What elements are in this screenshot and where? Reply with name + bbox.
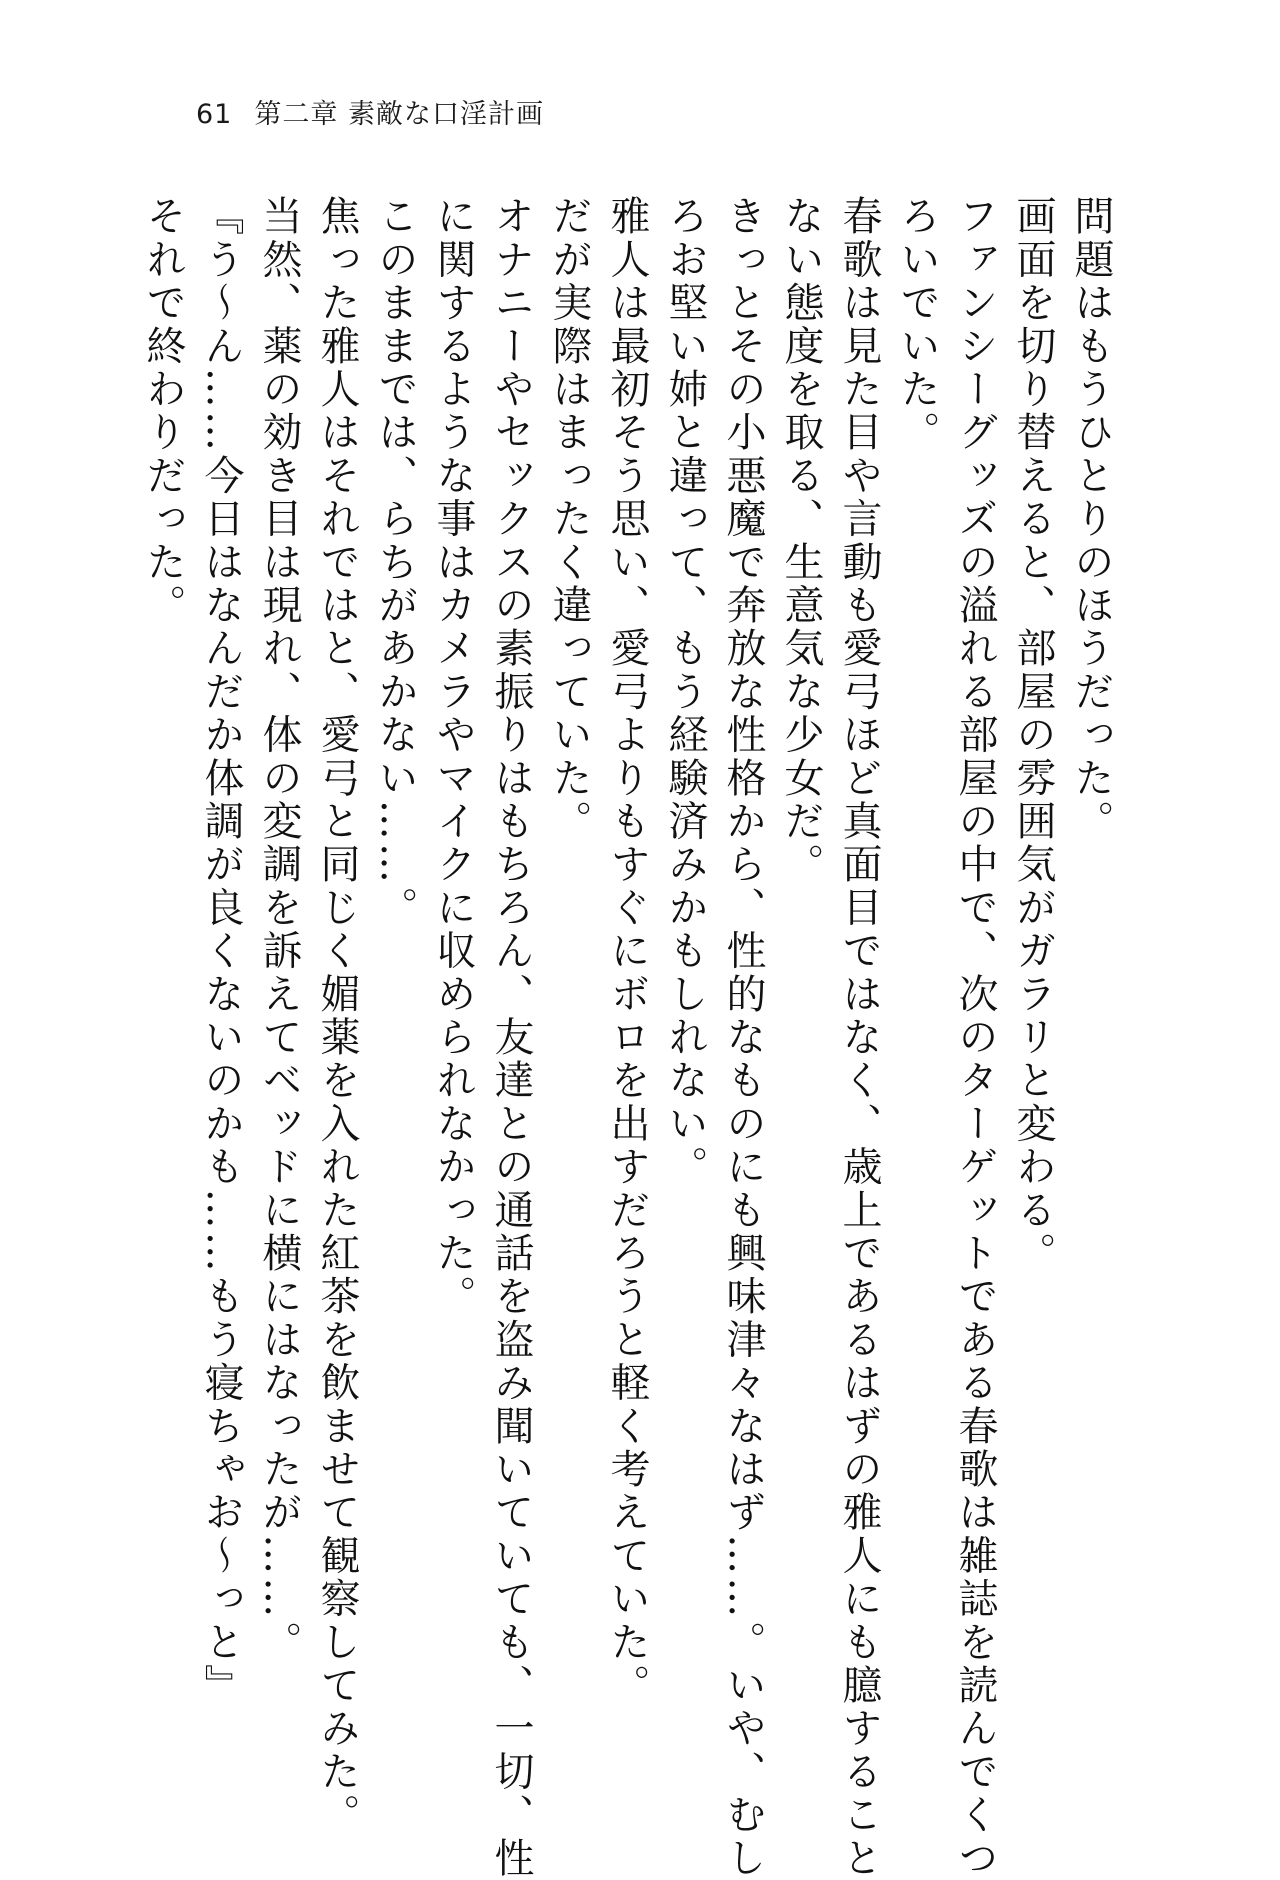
text-line: 当然、薬の効き目は現れ、体の変調を訴えてベッドに横にはなったが……。 <box>256 195 302 1664</box>
text-line: 画面を切り替えると、部屋の雰囲気がガラリと変わる。 <box>1010 195 1056 1275</box>
text-line: ろお堅い姉と違って、もう経験済みかもしれない。 <box>662 195 708 1189</box>
text-line: オナニーやセックスの素振りはもちろん、友達との通話を盗み聞いていても、一切、性 <box>488 195 534 1880</box>
text-line: 焦った雅人はそれではと、愛弓と同じく媚薬を入れた紅茶を飲ませて観察してみた。 <box>314 195 360 1837</box>
running-head <box>196 92 544 132</box>
text-line: ない態度を取る、生意気な少女だ。 <box>778 195 824 887</box>
text-line: このままでは、らちがあかない……。 <box>372 195 418 930</box>
text-line: きっとその小悪魔で奔放な性格から、性的なものにも興味津々なはず……。いや、むし <box>720 195 766 1880</box>
body-text <box>140 195 1120 1880</box>
page-number: 61 <box>196 99 233 130</box>
text-line: だが実際はまったく違っていた。 <box>546 195 592 843</box>
text-line: 『う～ん……今日はなんだか体調が良くないのかも……もう寝ちゃお～っと』 <box>198 195 244 1707</box>
text-line: 春歌は見た目や言動も愛弓ほど真面目ではなく、歳上であるはずの雅人にも臆すること <box>836 195 882 1880</box>
text-line: ろいでいた。 <box>894 195 940 455</box>
chapter-title: 第二章 素敵な口淫計画 <box>254 99 544 130</box>
text-line: 雅人は最初そう思い、愛弓よりもすぐにボロを出すだろうと軽く考えていた。 <box>604 195 650 1707</box>
text-line: に関するような事はカメラやマイクに収められなかった。 <box>430 195 476 1319</box>
text-line: それで終わりだった。 <box>140 195 186 627</box>
text-line: 問題はもうひとりのほうだった。 <box>1068 195 1114 843</box>
text-line: ファンシーグッズの溢れる部屋の中で、次のターゲットである春歌は雑誌を読んでくつ <box>952 195 998 1880</box>
